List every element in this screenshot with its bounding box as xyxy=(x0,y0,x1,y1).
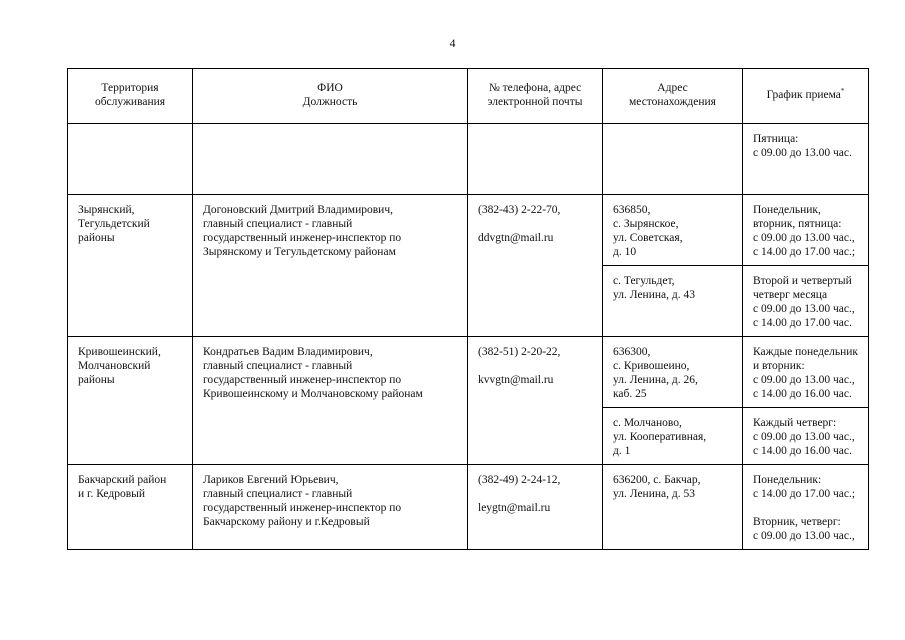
bakcharsky-territory-cell: Бакчарский район и г. Кедровый xyxy=(68,465,193,550)
footnote-mark: * xyxy=(840,87,845,96)
header-territory: Территория обслуживания xyxy=(68,69,193,124)
krivosheinsky-schedule-2-cell: Каждый четверг: с 09.00 до 13.00 час., с 14.00 до 16.00 час. xyxy=(743,408,869,465)
header-phone-email: № телефона, адрес электронной почты xyxy=(468,69,603,124)
continued-name-cell xyxy=(193,124,468,195)
header-address: Адрес местонахождения xyxy=(603,69,743,124)
zyryansky-schedule-1-cell: Понедельник, вторник, пятница: с 09.00 до 13.00 час., с 14.00 до 17.00 час.; xyxy=(743,195,869,266)
zyryansky-name-cell: Догоновский Дмитрий Владимирович, главный специалист - главный государственный инженер-инспектор по Зырянскому и Тегульдетскому районам xyxy=(193,195,468,337)
bakcharsky-phone-cell: (382-49) 2-24-12, leygtn@mail.ru xyxy=(468,465,603,550)
zyryansky-territory-cell: Зырянский, Тегульдетский районы xyxy=(68,195,193,337)
header-name-position: ФИО Должность xyxy=(193,69,468,124)
krivosheinsky-phone-cell: (382-51) 2-20-22, kvvgtn@mail.ru xyxy=(468,337,603,465)
zyryansky-phone-cell: (382-43) 2-22-70, ddvgtn@mail.ru xyxy=(468,195,603,337)
krivosheinsky-address-1-cell: 636300, с. Кривошеино, ул. Ленина, д. 26, каб. 25 xyxy=(603,337,743,408)
krivosheinsky-territory-cell: Кривошеинский, Молчановский районы xyxy=(68,337,193,465)
krivosheinsky-name-cell: Кондратьев Вадим Владимирович, главный специалист - главный государственный инженер-инспектор по Кривошеинскому и Молчановскому районам xyxy=(193,337,468,465)
zyryansky-address-1-cell: 636850, с. Зырянское, ул. Советская, д. 10 xyxy=(603,195,743,266)
continued-territory-cell xyxy=(68,124,193,195)
bakcharsky-name-cell: Лариков Евгений Юрьевич, главный специалист - главный государственный инженер-инспектор по Бакчарскому району и г.Кедровый xyxy=(193,465,468,550)
zyryansky-schedule-2-cell: Второй и четвертый четверг месяца с 09.00 до 13.00 час., с 14.00 до 17.00 час. xyxy=(743,266,869,337)
continued-phone-cell xyxy=(468,124,603,195)
continued-schedule-cell: Пятница: с 09.00 до 13.00 час. xyxy=(743,124,869,195)
table-row-bakcharsky xyxy=(68,465,869,550)
table-row-continued xyxy=(68,124,869,195)
table-row-zyryansky xyxy=(68,195,869,266)
header-schedule-label: График приема xyxy=(766,89,841,101)
header-schedule xyxy=(743,69,869,124)
table-row-krivosheinsky xyxy=(68,337,869,408)
continued-address-cell xyxy=(603,124,743,195)
reception-schedule-table xyxy=(67,68,869,550)
zyryansky-address-2-cell: с. Тегульдет, ул. Ленина, д. 43 xyxy=(603,266,743,337)
bakcharsky-schedule-cell: Понедельник: с 14.00 до 17.00 час.; Вторник, четверг: с 09.00 до 13.00 час., xyxy=(743,465,869,550)
krivosheinsky-address-2-cell: с. Молчаново, ул. Кооперативная, д. 1 xyxy=(603,408,743,465)
bakcharsky-address-cell: 636200, с. Бакчар, ул. Ленина, д. 53 xyxy=(603,465,743,550)
krivosheinsky-schedule-1-cell: Каждые понедельник и вторник: с 09.00 до 13.00 час., с 14.00 до 16.00 час. xyxy=(743,337,869,408)
page-number: 4 xyxy=(449,36,456,50)
table-header-row xyxy=(68,69,869,124)
